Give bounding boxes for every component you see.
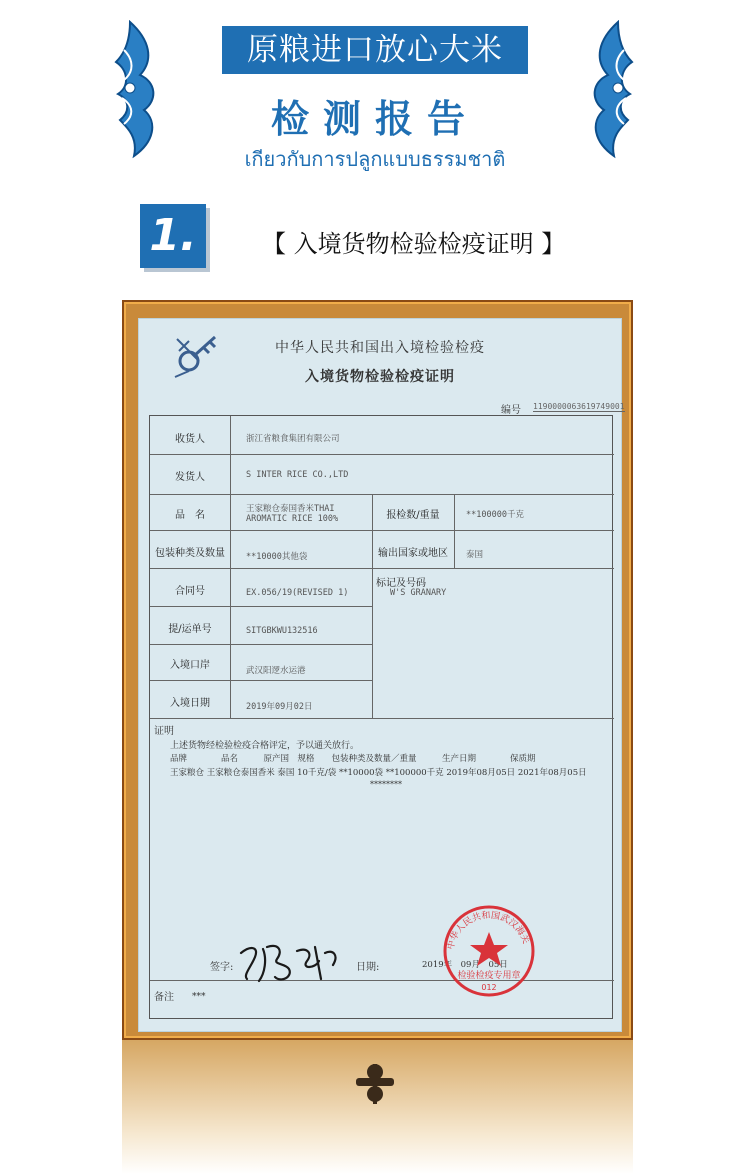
certificate-heading: 中华人民共和国出入境检验检疫 xyxy=(275,340,485,356)
goods-value: 王家粮仓泰国香米THAI xyxy=(246,504,335,514)
serial-label: 编号 xyxy=(501,405,521,416)
thai-subtitle: เกียวกับการปลูกแบบธรรมชาติ xyxy=(244,147,506,171)
origin-label: 输出国家或地区 xyxy=(378,548,448,559)
contract-label: 合同号 xyxy=(175,586,205,597)
bill-label: 提/运单号 xyxy=(168,624,212,635)
section-number-badge: 1. xyxy=(140,204,206,268)
svg-text:中华人民共和国武汉海关: 中华人民共和国武汉海关 xyxy=(446,910,531,951)
section-title: 【 入境货物检验检疫证明 】 xyxy=(262,230,566,258)
report-title: 检测报告 xyxy=(270,97,479,141)
proof-statement: 上述货物经检验检疫合格评定，予以通关放行。 xyxy=(170,741,360,751)
packaging-value: **10000其他袋 xyxy=(246,552,308,562)
board-clip-icon xyxy=(350,1060,400,1106)
proof-table-row: 王家粮仓 王家粮仓泰国香米 泰国 10千克/袋 **10000袋 **100000千克 2019年08月05日 2021年08月05日 xyxy=(170,768,587,778)
certificate-subheading: 入境货物检验检疫证明 xyxy=(305,369,455,385)
svg-text:012: 012 xyxy=(481,983,497,992)
proof-end-mark: ******** xyxy=(370,780,402,789)
goods-label: 品 名 xyxy=(175,510,205,521)
marks-label: 标记及号码 xyxy=(376,578,426,589)
port-label: 入境口岸 xyxy=(170,660,210,671)
remarks-label: 备注 xyxy=(154,992,174,1003)
contract-value: EX.056/19(REVISED 1) xyxy=(246,588,349,598)
official-red-seal xyxy=(439,902,539,1000)
certificate-paper xyxy=(138,318,625,1032)
marks-value: W'S GRANARY xyxy=(390,588,447,598)
sign-date: 2019年 09月 05日 xyxy=(422,960,508,970)
serial-number: 1190000063619749001 xyxy=(533,402,625,411)
consignee-value: 浙江省粮食集团有限公司 xyxy=(246,434,340,444)
quantity-value: **100000千克 xyxy=(466,510,524,520)
svg-text:检验检疫专用章: 检验检疫专用章 xyxy=(457,971,521,981)
port-value: 武汉阳逻水运港 xyxy=(246,666,306,676)
sign-date-label: 日期: xyxy=(356,962,380,973)
proof-table-header: 品牌 品名 原产国 规格 包装种类及数量／重量 生产日期 保质期 xyxy=(170,754,536,764)
certificate-table xyxy=(149,415,613,1019)
origin-value: 泰国 xyxy=(466,550,484,560)
handwritten-signature xyxy=(237,939,347,985)
remarks-value: *** xyxy=(192,992,206,1002)
consignor-value: S INTER RICE CO.,LTD xyxy=(246,470,349,480)
header-banner: 原粮进口放心大米 xyxy=(222,26,528,74)
goods-value-english: AROMATIC RICE 100% xyxy=(246,514,339,524)
bill-value: SITGBKWU132516 xyxy=(246,626,318,636)
consignee-label: 收货人 xyxy=(175,434,205,445)
signature-label: 签字: xyxy=(210,962,234,973)
entry-date-value: 2019年09月02日 xyxy=(246,702,313,712)
quantity-label: 报检数/重量 xyxy=(386,510,440,521)
packaging-label: 包装种类及数量 xyxy=(155,548,225,559)
proof-label: 证明 xyxy=(154,726,174,737)
consignor-label: 发货人 xyxy=(175,472,205,483)
entry-date-label: 入境日期 xyxy=(170,698,210,709)
